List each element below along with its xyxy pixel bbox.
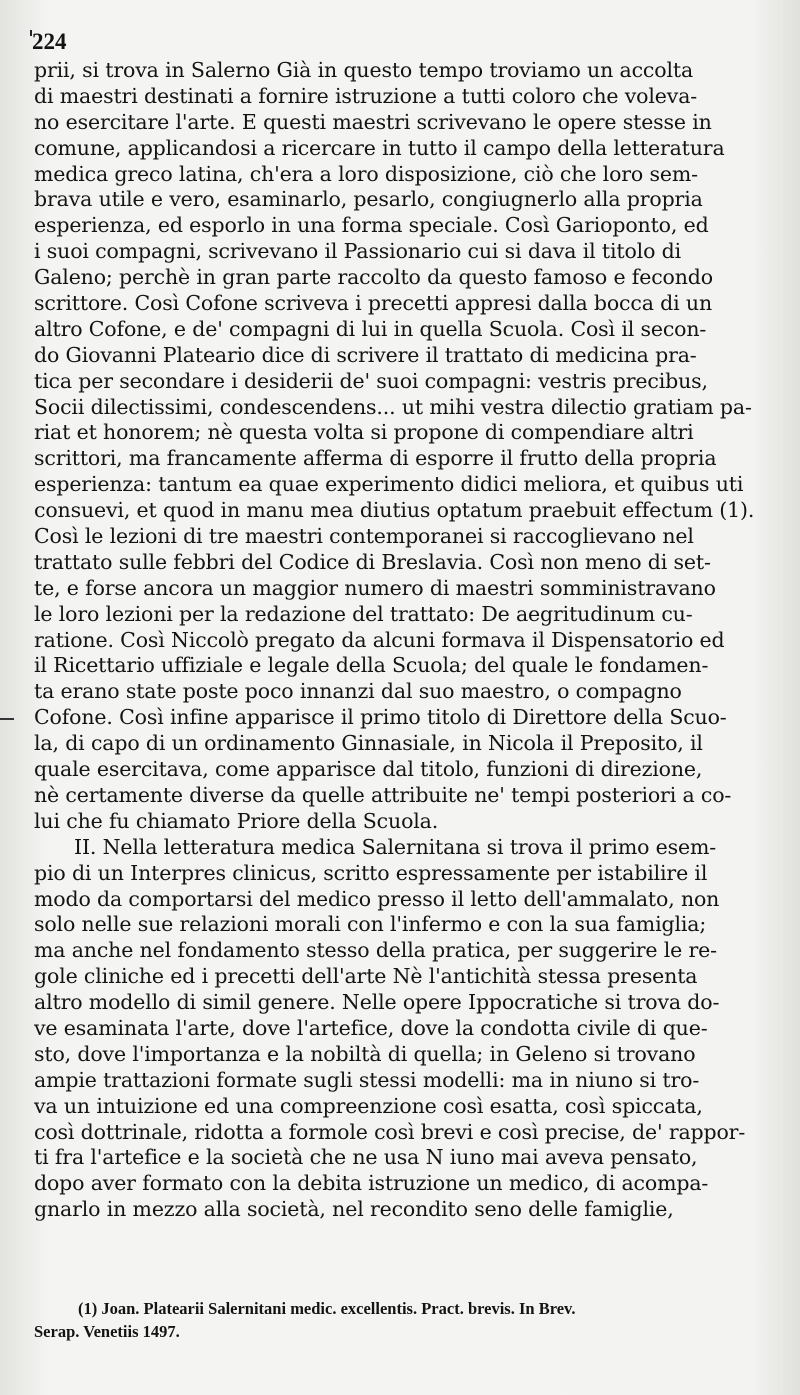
text-line: gole cliniche ed i precetti dell'arte Nè l'antichità stessa presenta (34, 964, 698, 989)
text-line: lui che fu chiamato Priore della Scuola. (34, 808, 439, 833)
text-line: no esercitare l'arte. E questi maestri scrivevano le opere stesse in (34, 109, 712, 134)
text-line: ve esaminata l'arte, dove l'artefice, dove la condotta civile di que- (34, 1015, 708, 1040)
text-line: altro Cofone, e de' compagni di lui in quella Scuola. Così il secon- (34, 316, 707, 341)
text-line: Socii dilectissimi, condescendens... ut mihi vestra dilectio gratiam pa- (34, 394, 752, 419)
footnote-line: Serap. Venetiis 1497. (34, 1322, 180, 1341)
text-line: altro modello di simil genere. Nelle opere Ippocratiche si trova do- (34, 990, 720, 1015)
text-line: ma anche nel fondamento stesso della pratica, per suggerire le re- (34, 938, 717, 963)
text-line: ratione. Così Niccolò pregato da alcuni formava il Dispensatorio ed (34, 627, 725, 652)
text-line: tica per secondare i desiderii de' suoi compagni: vestris precibus, (34, 368, 708, 393)
text-line: così dottrinale, ridotta a formole così brevi e così precise, de' rappor- (34, 1119, 746, 1144)
text-line: do Giovanni Plateario dice di scrivere il trattato di medicina pra- (34, 342, 697, 367)
text-line: solo nelle sue relazioni morali con l'infermo e con la sua famiglia; (34, 912, 707, 937)
body-text (34, 58, 782, 1223)
text-line: di maestri destinati a fornire istruzione a tutti coloro che voleva- (34, 83, 698, 108)
footnote-line: (1) Joan. Platearii Salernitani medic. excellentis. Pract. brevis. In Brev. (78, 1299, 576, 1318)
text-line: brava utile e vero, esaminarlo, pesarlo, congiugnerlo alla propria (34, 187, 703, 212)
text-line: trattato sulle febbri del Codice di Breslavia. Così non meno di set- (34, 549, 711, 574)
text-line: te, e forse ancora un maggior numero di maestri somministravano (34, 575, 716, 600)
text-line: esperienza, ed esporlo in una forma speciale. Così Garioponto, ed (34, 213, 709, 238)
text-line: prii, si trova in Salerno Già in questo tempo troviamo un accolta (34, 58, 694, 82)
text-line: medica greco latina, ch'era a loro disposizione, ciò che loro sem- (34, 161, 698, 186)
footnotes (34, 1297, 782, 1343)
text-line: ti fra l'artefice e la società che ne usa N iuno mai aveva pensato, (34, 1145, 698, 1170)
text-line: sto, dove l'importanza e la nobiltà di quella; in Geleno si trovano (34, 1041, 696, 1066)
text-line: comune, applicandosi a ricercare in tutto il campo della letteratura (34, 135, 725, 160)
text-line: dopo aver formato con la debita istruzione un medico, di acompa- (34, 1171, 709, 1196)
text-line: ta erano state poste poco innanzi dal suo maestro, o compagno (34, 679, 682, 704)
text-line: scrittore. Così Cofone scriveva i precetti appresi dalla bocca di un (34, 291, 713, 316)
text-line: Cofone. Così infine apparisce il primo titolo di Direttore della Scuo- (34, 705, 727, 730)
text-line: Così le lezioni di tre maestri contemporanei si raccoglievano nel (34, 524, 694, 549)
text-line: nè certamente diverse da quelle attribuite ne' tempi posteriori a co- (34, 782, 732, 807)
text-line: esperienza: tantum ea quae experimento didici meliora, et quibus uti (34, 472, 744, 497)
text-line: gnarlo in mezzo alla società, nel recondito seno delle famiglie, (34, 1197, 674, 1222)
text-line: ampie trattazioni formate sugli stessi modelli: ma in niuno si tro- (34, 1067, 700, 1092)
text-line: la, di capo di un ordinamento Ginnasiale, in Nicola il Preposito, il (34, 731, 703, 756)
text-line: quale esercitava, come apparisce dal titolo, funzioni di direzione, (34, 757, 703, 782)
page-number: 224 (32, 29, 67, 54)
text-line: modo da comportarsi del medico presso il letto dell'ammalato, non (34, 886, 720, 911)
text-line: il Ricettario uffiziale e legale della Scuola; del quale le fondamen- (34, 653, 709, 678)
section-start-line: II. Nella letteratura medica Salernitana si trova il primo esem- (74, 834, 717, 859)
margin-mark (0, 718, 14, 720)
text-line: consuevi, et quod in manu mea diutius optatum praebuit effectum (1). (34, 498, 755, 523)
text-line: scrittori, ma francamente afferma di esporre il frutto della propria (34, 446, 717, 471)
text-line: pio di un Interpres clinicus, scritto espressamente per istabilire il (34, 860, 708, 885)
text-line: Galeno; perchè in gran parte raccolto da questo famoso e fecondo (34, 265, 713, 290)
text-line: va un intuizione ed una compreenzione così esatta, così spiccata, (34, 1093, 703, 1118)
text-line: le loro lezioni per la redazione del trattato: De aegritudinum cu- (34, 601, 693, 626)
text-line: i suoi compagni, scrivevano il Passionario cui si dava il titolo di (34, 239, 682, 264)
text-line: riat et honorem; nè questa volta si propone di compendiare altri (34, 420, 694, 445)
